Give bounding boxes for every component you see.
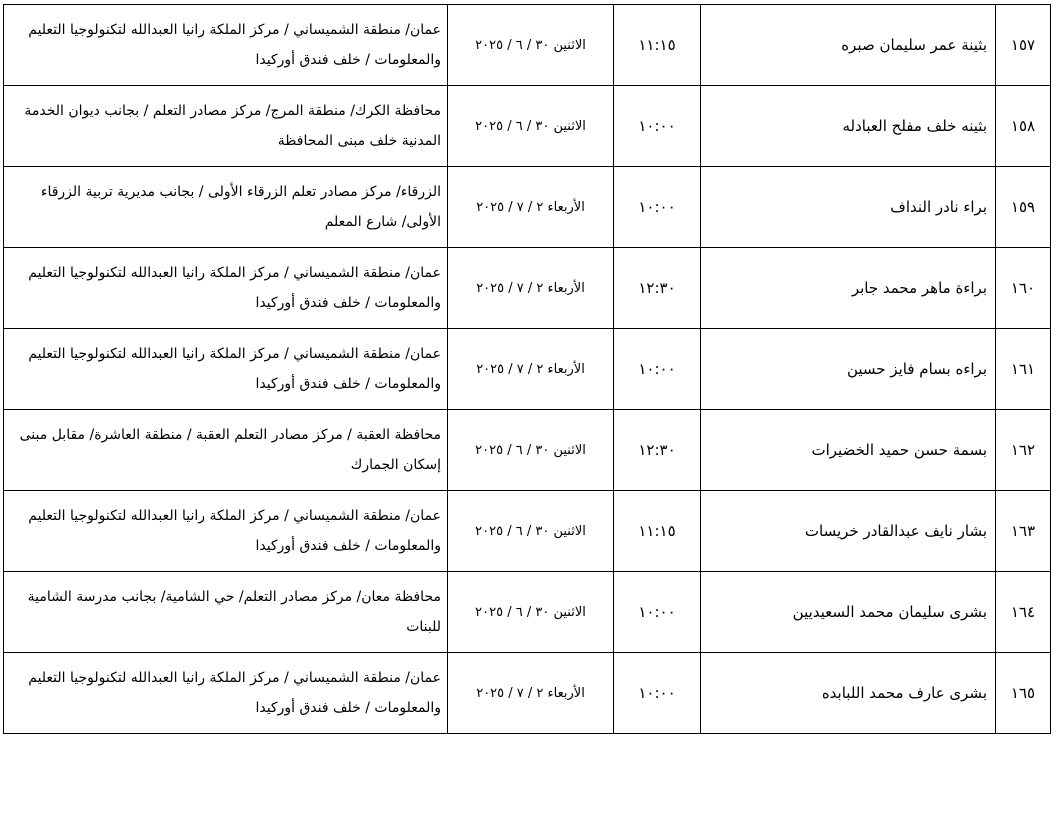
applicant-name: بشرى سليمان محمد السعيديين [701, 572, 996, 653]
exam-location: عمان/ منطقة الشميساني / مركز الملكة رانيا العبدالله لتكنولوجيا التعليم والمعلومات / خلف فندق أوركيدا [4, 5, 448, 86]
exam-time: ١٠:٠٠ [614, 653, 701, 734]
exam-location: محافظة العقبة / مركز مصادر التعلم العقبة / منطقة العاشرة/ مقابل مبنى إسكان الجمارك [4, 410, 448, 491]
table-row [4, 491, 1051, 572]
row-number: ١٦٢ [996, 410, 1051, 491]
exam-location: محافظة الكرك/ منطقة المرج/ مركز مصادر التعلم / بجانب ديوان الخدمة المدنية خلف مبنى المحافظة [4, 86, 448, 167]
exam-date: الأربعاء ٢ / ٧ / ٢٠٢٥ [448, 248, 614, 329]
applicant-name: براء نادر النداف [701, 167, 996, 248]
row-number: ١٦٠ [996, 248, 1051, 329]
table-row [4, 410, 1051, 491]
exam-date: الاثنين ٣٠ / ٦ / ٢٠٢٥ [448, 491, 614, 572]
exam-location: عمان/ منطقة الشميساني / مركز الملكة رانيا العبدالله لتكنولوجيا التعليم والمعلومات / خلف فندق أوركيدا [4, 491, 448, 572]
exam-date: الأربعاء ٢ / ٧ / ٢٠٢٥ [448, 653, 614, 734]
row-number: ١٦٤ [996, 572, 1051, 653]
exam-time: ١٠:٠٠ [614, 329, 701, 410]
schedule-table [3, 4, 1051, 734]
exam-date: الأربعاء ٢ / ٧ / ٢٠٢٥ [448, 329, 614, 410]
exam-time: ١٠:٠٠ [614, 167, 701, 248]
exam-time: ١١:١٥ [614, 5, 701, 86]
applicant-name: بثينه خلف مفلح العبادله [701, 86, 996, 167]
exam-time: ١١:١٥ [614, 491, 701, 572]
table-row [4, 653, 1051, 734]
row-number: ١٦١ [996, 329, 1051, 410]
table-row [4, 5, 1051, 86]
applicant-name: بثينة عمر سليمان صبره [701, 5, 996, 86]
exam-date: الاثنين ٣٠ / ٦ / ٢٠٢٥ [448, 5, 614, 86]
row-number: ١٥٨ [996, 86, 1051, 167]
exam-location: عمان/ منطقة الشميساني / مركز الملكة رانيا العبدالله لتكنولوجيا التعليم والمعلومات / خلف فندق أوركيدا [4, 329, 448, 410]
exam-date: الاثنين ٣٠ / ٦ / ٢٠٢٥ [448, 410, 614, 491]
table-row [4, 167, 1051, 248]
applicant-name: بشرى عارف محمد اللبابده [701, 653, 996, 734]
exam-time: ١٠:٠٠ [614, 572, 701, 653]
exam-time: ١٢:٣٠ [614, 410, 701, 491]
exam-date: الاثنين ٣٠ / ٦ / ٢٠٢٥ [448, 86, 614, 167]
applicant-name: براءة ماهر محمد جابر [701, 248, 996, 329]
exam-location: محافظة معان/ مركز مصادر التعلم/ حي الشامية/ بجانب مدرسة الشامية للبنات [4, 572, 448, 653]
row-number: ١٥٧ [996, 5, 1051, 86]
exam-location: عمان/ منطقة الشميساني / مركز الملكة رانيا العبدالله لتكنولوجيا التعليم والمعلومات / خلف فندق أوركيدا [4, 653, 448, 734]
table-row [4, 329, 1051, 410]
row-number: ١٦٥ [996, 653, 1051, 734]
row-number: ١٦٣ [996, 491, 1051, 572]
table-row [4, 572, 1051, 653]
exam-date: الأربعاء ٢ / ٧ / ٢٠٢٥ [448, 167, 614, 248]
exam-location: الزرقاء/ مركز مصادر تعلم الزرقاء الأولى / بجانب مديرية تربية الزرقاء الأولى/ شارع المعلم [4, 167, 448, 248]
applicant-name: براءه بسام فايز حسين [701, 329, 996, 410]
table-row [4, 86, 1051, 167]
table-row [4, 248, 1051, 329]
applicant-name: بسمة حسن حميد الخضيرات [701, 410, 996, 491]
exam-time: ١٢:٣٠ [614, 248, 701, 329]
exam-location: عمان/ منطقة الشميساني / مركز الملكة رانيا العبدالله لتكنولوجيا التعليم والمعلومات / خلف فندق أوركيدا [4, 248, 448, 329]
row-number: ١٥٩ [996, 167, 1051, 248]
applicant-name: بشار نايف عبدالقادر خريسات [701, 491, 996, 572]
exam-date: الاثنين ٣٠ / ٦ / ٢٠٢٥ [448, 572, 614, 653]
exam-time: ١٠:٠٠ [614, 86, 701, 167]
